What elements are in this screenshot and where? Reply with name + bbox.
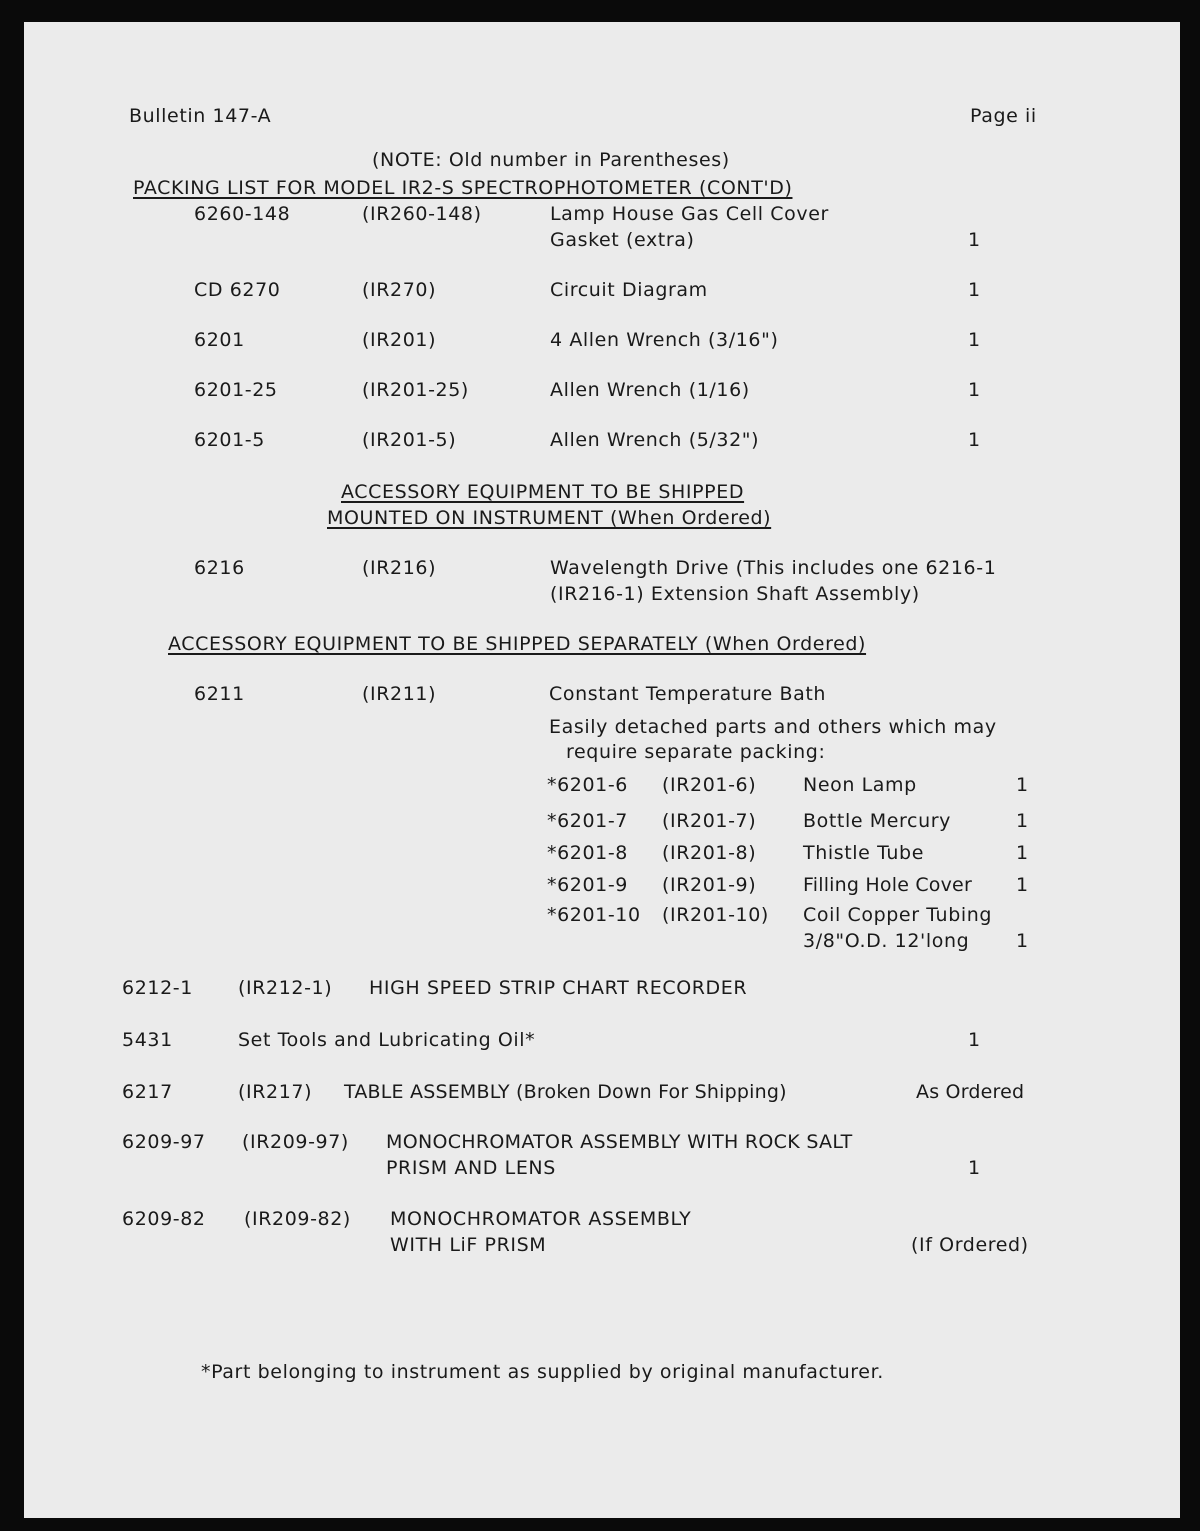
description-cont: Gasket (extra) [550, 229, 695, 251]
footnote: *Part belonging to instrument as supplied by original manufacturer. [201, 1361, 884, 1383]
description: Constant Temperature Bath [549, 683, 827, 705]
description: MONOCHROMATOR ASSEMBLY WITH ROCK SALT [386, 1131, 853, 1153]
quantity: 1 [1016, 810, 1029, 832]
old-number: (IR270) [362, 279, 437, 301]
old-number: (IR209-97) [242, 1131, 349, 1153]
old-number: (IR217) [238, 1081, 313, 1103]
old-number: (IR201) [362, 329, 437, 351]
quantity: 1 [1016, 842, 1029, 864]
description: HIGH SPEED STRIP CHART RECORDER [369, 977, 748, 999]
old-number: (IR209-82) [244, 1208, 351, 1230]
part-number: 6201 [194, 329, 245, 351]
quantity: 1 [968, 329, 981, 351]
old-number: (IR216) [362, 557, 437, 579]
page-title: PACKING LIST FOR MODEL IR2-S SPECTROPHOTOMETER (CONT'D) [133, 177, 793, 199]
description-cont: 3/8"O.D. 12'long [803, 930, 970, 952]
part-number: 6216 [194, 557, 245, 579]
description: Allen Wrench (5/32") [550, 429, 760, 451]
quantity: 1 [968, 379, 981, 401]
quantity: 1 [968, 1029, 981, 1051]
part-number: 6201-25 [194, 379, 278, 401]
old-number: (IR201-8) [662, 842, 757, 864]
quantity: As Ordered [916, 1081, 1025, 1103]
description: Bottle Mercury [803, 810, 951, 832]
part-number: *6201-8 [547, 842, 628, 864]
description-cont: PRISM AND LENS [386, 1157, 556, 1179]
old-number: (IR212-1) [238, 977, 333, 999]
part-number: 6211 [194, 683, 245, 705]
description: Neon Lamp [803, 774, 917, 796]
description: 4 Allen Wrench (3/16") [550, 329, 779, 351]
part-number: 6260-148 [194, 203, 291, 225]
old-number: (IR201-7) [662, 810, 757, 832]
old-number: (IR201-25) [362, 379, 469, 401]
part-number: 5431 [122, 1029, 173, 1051]
quantity: (If Ordered) [911, 1234, 1029, 1256]
description: Circuit Diagram [550, 279, 708, 301]
part-number: 6212-1 [122, 977, 193, 999]
detach-note-cont: require separate packing: [566, 741, 826, 763]
part-number: 6209-97 [122, 1131, 206, 1153]
quantity: 1 [968, 229, 981, 251]
page-number: Page ii [970, 105, 1037, 127]
old-number: (IR260-148) [362, 203, 482, 225]
detach-note: Easily detached parts and others which may [549, 716, 997, 738]
old-number: (IR201-5) [362, 429, 457, 451]
description: Thistle Tube [803, 842, 924, 864]
old-number: (IR201-10) [662, 904, 769, 926]
description: MONOCHROMATOR ASSEMBLY [390, 1208, 692, 1230]
old-number: (IR211) [362, 683, 437, 705]
description: Allen Wrench (1/16) [550, 379, 750, 401]
quantity: 1 [968, 429, 981, 451]
quantity: 1 [1016, 930, 1029, 952]
part-number: CD 6270 [194, 279, 281, 301]
part-number: 6201-5 [194, 429, 265, 451]
part-number: *6201-6 [547, 774, 628, 796]
quantity: 1 [1016, 874, 1029, 896]
description: Coil Copper Tubing [803, 904, 993, 926]
part-number: 6217 [122, 1081, 173, 1103]
part-number: *6201-7 [547, 810, 628, 832]
description: Wavelength Drive (This includes one 6216-1 [550, 557, 997, 579]
description-cont: WITH LiF PRISM [390, 1234, 547, 1256]
description: Filling Hole Cover [803, 874, 972, 896]
quantity: 1 [968, 279, 981, 301]
note: (NOTE: Old number in Parentheses) [372, 149, 730, 171]
description-cont: (IR216-1) Extension Shaft Assembly) [550, 583, 920, 605]
quantity: 1 [1016, 774, 1029, 796]
section-heading-separate: ACCESSORY EQUIPMENT TO BE SHIPPED SEPARATELY (When Ordered) [168, 633, 867, 655]
section-heading-mounted-2: MOUNTED ON INSTRUMENT (When Ordered) [327, 507, 772, 529]
description: Lamp House Gas Cell Cover [550, 203, 829, 225]
old-number: (IR201-9) [662, 874, 757, 896]
part-number: *6201-9 [547, 874, 628, 896]
part-number: *6201-10 [547, 904, 641, 926]
bulletin-number: Bulletin 147-A [129, 105, 272, 127]
description: Set Tools and Lubricating Oil* [238, 1029, 536, 1051]
description: TABLE ASSEMBLY (Broken Down For Shipping) [344, 1081, 787, 1103]
section-heading-mounted: ACCESSORY EQUIPMENT TO BE SHIPPED [341, 481, 745, 503]
old-number: (IR201-6) [662, 774, 757, 796]
part-number: 6209-82 [122, 1208, 206, 1230]
quantity: 1 [968, 1157, 981, 1179]
